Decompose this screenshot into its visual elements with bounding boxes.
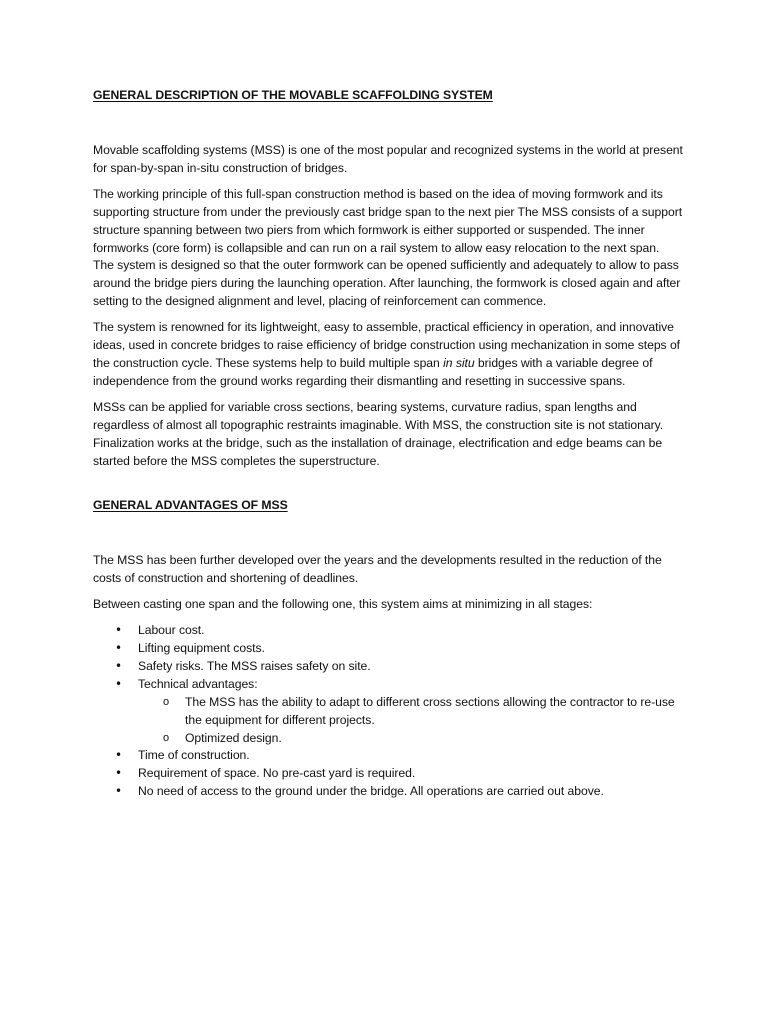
list-item: • No need of access to the ground under the bridge. All operations are carried out above.: [93, 783, 683, 801]
paragraph-renowned-text-a: The system is renowned for its lightweight, easy to assemble, practical efficiency in operation, and innovative ideas, used in concrete bridges to raise efficiency of bridge construction using mechanization in some steps of the construction cycle. These systems help to build multiple span: [93, 320, 681, 370]
advantages-list: [93, 622, 683, 801]
paragraph-applications: MSSs can be applied for variable cross sections, bearing systems, curvature radius, span lengths and regardless of almost all topographic restraints imaginable. With MSS, the construction site is not stationary. Finalization works at the bridge, such as the installation of drainage, electrification and edge beams can be started before the MSS completes the superstructure.: [93, 399, 664, 468]
list-item: • Requirement of space. No pre-cast yard is required.: [93, 765, 683, 783]
document-body: [93, 86, 683, 801]
list-item: • Labour cost.: [93, 622, 683, 640]
sub-list-item: o Optimized design.: [138, 730, 683, 748]
paragraph-developments: The MSS has been further developed over the years and the developments resulted in the reduction of the costs of construction and shortening of deadlines.: [93, 553, 662, 586]
list-item: • Time of construction.: [93, 747, 683, 765]
paragraph-renowned-text-b: bridges with a variable degree of independence from the ground works regarding their dismantling and resetting in successive spans.: [93, 355, 653, 388]
list-item-technical: [93, 676, 683, 748]
paragraph-renowned: [93, 319, 683, 391]
section-heading-advantages: GENERAL ADVANTAGES OF MSS: [93, 498, 288, 513]
list-item: • Safety risks. The MSS raises safety on site.: [93, 658, 683, 676]
technical-sublist: [138, 694, 683, 748]
paragraph-intro: Movable scaffolding systems (MSS) is one of the most popular and recognized systems in the world at present for span-by-span in-situ construction of bridges.: [93, 143, 683, 175]
sub-list-item: o The MSS has the ability to adapt to different cross sections allowing the contractor to re-use the equipment for different projects.: [138, 694, 683, 730]
list-item: • Lifting equipment costs.: [93, 640, 683, 658]
paragraph-stages: Between casting one span and the following one, this system aims at minimizing in all stages:: [93, 597, 593, 612]
section-heading-mss-description: GENERAL DESCRIPTION OF THE MOVABLE SCAFFOLDING SYSTEM: [93, 88, 493, 102]
paragraph-working-principle: The working principle of this full-span construction method is based on the idea of moving formwork and its supporting structure from under the previously cast bridge span to the next pier The MSS consists of a support structure spanning between two piers from which formwork is either supported or suspended. The inner formworks (core form) is collapsible and can run on a rail system to allow easy relocation to the next span. The system is designed so that the outer formwork can be opened sufficiently and adequately to allow to pass around the bridge piers during the launching operation. After launching, the formwork is closed again and after setting to the designed alignment and level, placing of reinforcement can commence.: [93, 186, 683, 309]
list-item-label: Technical advantages:: [138, 676, 258, 691]
italic-in-situ: in situ: [443, 355, 475, 370]
